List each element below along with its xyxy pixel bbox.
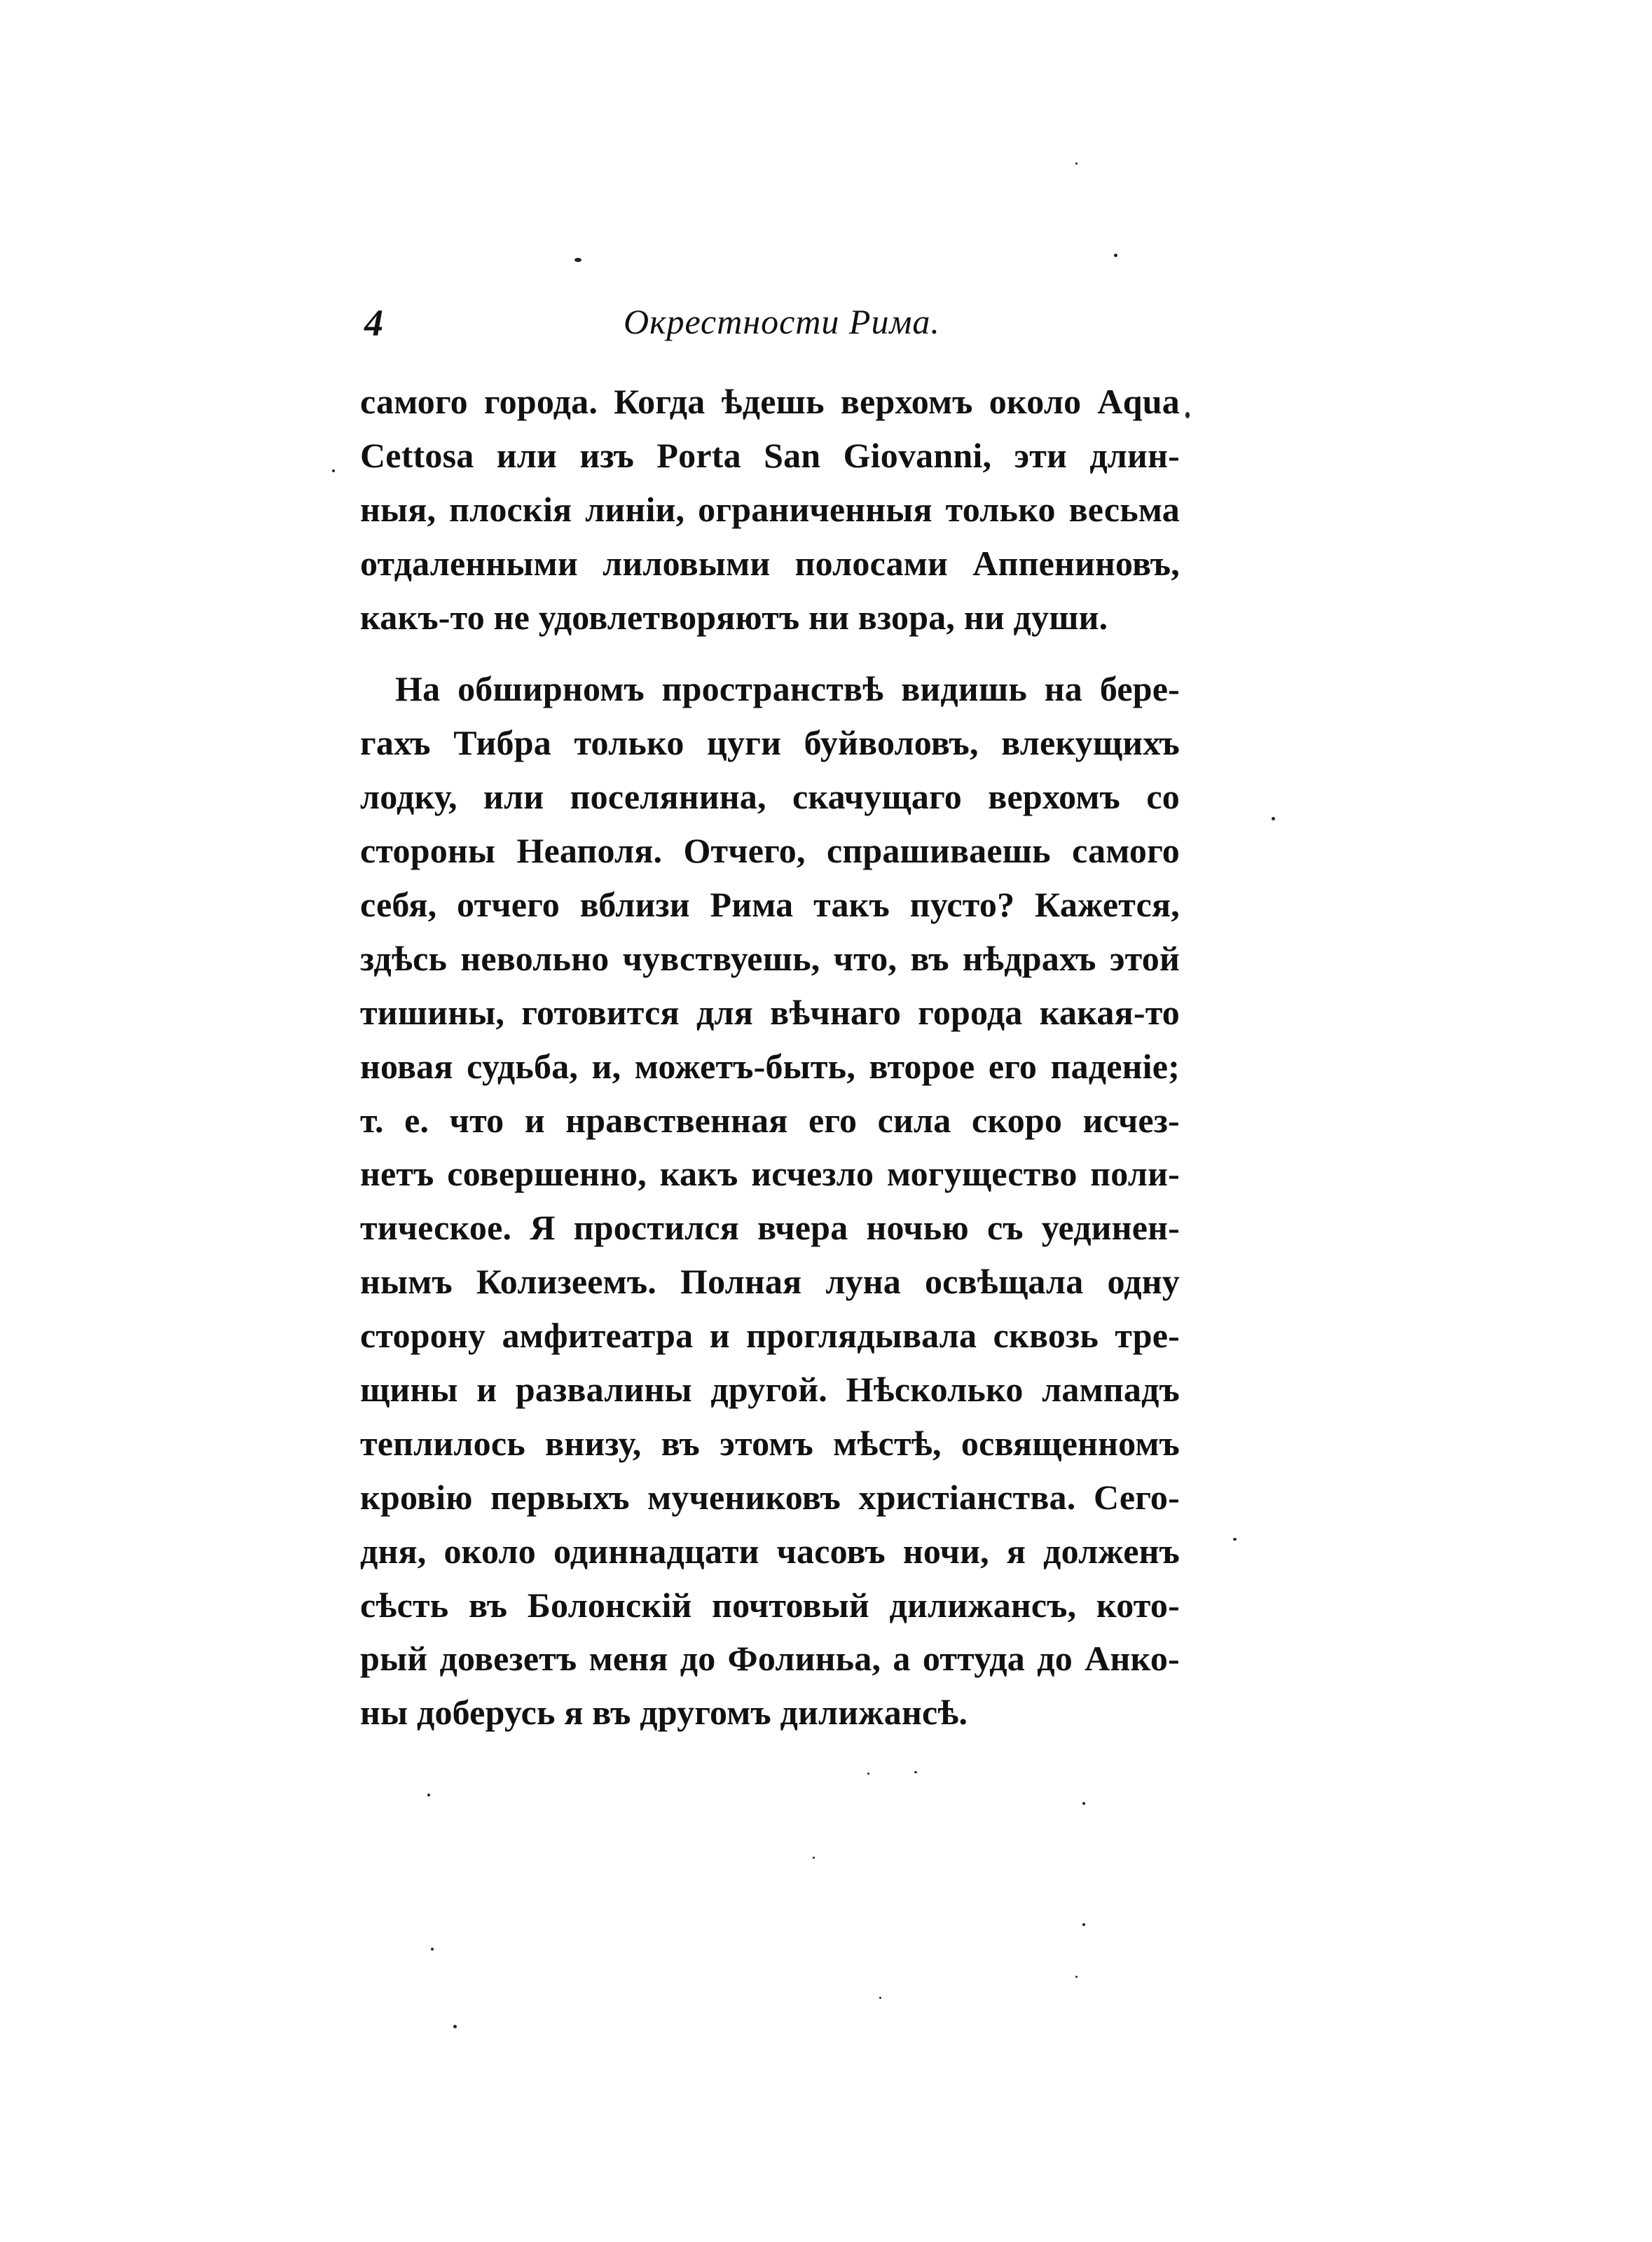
word: верхомъ (988, 777, 1121, 817)
scan-speck (1075, 163, 1078, 165)
scan-speck (1082, 1802, 1085, 1805)
word: дилижансъ, (889, 1585, 1077, 1625)
word: самого (1072, 831, 1180, 871)
word: цуги (707, 723, 782, 763)
word: тишины, (360, 992, 505, 1032)
scan-speck (1233, 1538, 1237, 1541)
scan-speck (332, 469, 335, 472)
word: мѣстѣ, (833, 1423, 942, 1463)
word: вѣчнаго (770, 992, 902, 1032)
word: Фолиньа, (727, 1639, 881, 1679)
word: ныя, (360, 489, 436, 529)
word: сѣсть (360, 1585, 449, 1625)
word: самого (360, 382, 468, 421)
text-line (360, 375, 1180, 429)
word: и (524, 1100, 545, 1140)
word: дня, (360, 1531, 427, 1571)
word: что, (833, 938, 897, 978)
word: освященномъ (961, 1423, 1180, 1463)
paragraph-1 (360, 375, 1180, 644)
text-line (360, 483, 1180, 537)
text-line (360, 1579, 1180, 1632)
word: ѣдешь (721, 382, 825, 421)
word: отдаленными (360, 543, 578, 583)
word: Болонскій (527, 1585, 692, 1625)
word: нетъ (360, 1154, 434, 1194)
text-line: ны доберусь я въ другомъ дилижансѣ. (360, 1693, 968, 1733)
word: почтовый (712, 1585, 869, 1625)
word: скоро (971, 1100, 1063, 1140)
word: освѣщала (924, 1262, 1084, 1302)
word: только (945, 489, 1056, 529)
scan-speck (813, 1857, 815, 1859)
word: другой. (710, 1370, 827, 1410)
word: лиловыми (603, 543, 771, 583)
text-line (360, 932, 1180, 986)
word: бере- (1099, 669, 1180, 709)
word: проглядывала (746, 1316, 977, 1356)
word: что (449, 1100, 504, 1140)
word: пусто? (909, 885, 1015, 925)
word: со (1146, 777, 1180, 817)
word: какъ (659, 1154, 738, 1194)
word: исчезло (751, 1154, 874, 1194)
text-line (360, 716, 1180, 770)
word: могущество (887, 1154, 1078, 1194)
text-line (360, 537, 1180, 591)
word: Рима (710, 885, 794, 925)
word: весьма (1068, 489, 1180, 529)
word: для (696, 992, 753, 1032)
scan-speck (1114, 254, 1117, 257)
word: первыхъ (490, 1477, 630, 1517)
word: е. (404, 1100, 429, 1140)
word: себя, (360, 885, 437, 925)
word: готовится (521, 992, 680, 1032)
paragraph-gap (360, 644, 1180, 662)
word: теплилось (360, 1423, 525, 1463)
word: эти (1014, 435, 1068, 475)
word: луна (825, 1262, 901, 1302)
word: буйволовъ, (804, 723, 979, 763)
word: съ (986, 1208, 1024, 1248)
word: Кажется, (1035, 885, 1180, 925)
word: Когда (614, 382, 705, 421)
word: щины (360, 1370, 458, 1410)
word: San (764, 435, 821, 475)
word: вблизи (579, 885, 690, 925)
text-line: какъ-то не удовлетворяютъ ни взора, ни души. (360, 597, 1108, 637)
text-line (360, 1525, 1180, 1579)
word: въ (468, 1585, 508, 1625)
word: здѣсь (360, 938, 448, 978)
word: амфитеатра (502, 1316, 694, 1356)
word: лодку, (360, 777, 457, 817)
word: влекущихъ (1001, 723, 1180, 763)
word: Нѣсколько (846, 1370, 1024, 1410)
word: и (709, 1316, 730, 1356)
word: меня (588, 1639, 668, 1679)
word: Aqua (1097, 382, 1180, 421)
word: въ (661, 1423, 700, 1463)
word: простился (573, 1208, 739, 1248)
word: или (496, 435, 558, 475)
text-line (360, 1201, 1180, 1255)
word: рый (360, 1639, 428, 1679)
word: гахъ (360, 723, 431, 763)
text-line (360, 878, 1180, 932)
word: стороны (360, 831, 496, 871)
word: такъ (813, 885, 890, 925)
word: около (443, 1531, 536, 1571)
word: города. (484, 382, 598, 421)
word: Отчего, (683, 831, 806, 871)
word: Сего- (1093, 1477, 1180, 1517)
text-line (360, 1147, 1180, 1201)
scan-speck (1185, 412, 1190, 418)
word: Тибра (453, 723, 551, 763)
word: вчера (757, 1208, 848, 1248)
scan-speck (431, 1948, 434, 1951)
page-number: 4 (364, 302, 383, 344)
word: невольно (460, 938, 610, 978)
scan-speck (1075, 1976, 1078, 1978)
scan-speck (574, 258, 581, 262)
text-line (360, 1471, 1180, 1525)
scan-speck (427, 1794, 430, 1796)
word: нравственная (565, 1100, 788, 1140)
word: внизу, (545, 1423, 642, 1463)
word: поселянина, (570, 777, 766, 817)
word: спрашиваешь (826, 831, 1051, 871)
word: Я (530, 1208, 556, 1248)
word: судьба, (467, 1046, 579, 1086)
word: можетъ-быть, (634, 1046, 856, 1086)
word: Cettosa (360, 435, 474, 475)
paragraph-2 (360, 662, 1180, 1740)
text-line (360, 986, 1180, 1040)
word: верхомъ (840, 382, 973, 421)
word: его (988, 1046, 1038, 1086)
word: обширномъ (457, 669, 645, 709)
word: линіи, (585, 489, 685, 529)
word: какая-то (1039, 992, 1180, 1032)
word: Porta (656, 435, 741, 475)
word: оттуда (922, 1639, 1025, 1679)
body-text (360, 375, 1180, 1740)
word: мучениковъ (647, 1477, 841, 1517)
word: развалины (515, 1370, 692, 1410)
word: долженъ (1043, 1531, 1180, 1571)
word: довезетъ (439, 1639, 577, 1679)
text-line (360, 1363, 1180, 1417)
word: чувствуешь, (622, 938, 820, 978)
word: одиннадцати (553, 1531, 759, 1571)
word: На (395, 669, 441, 709)
word: кровію (360, 1477, 473, 1517)
word: нымъ (360, 1262, 453, 1302)
word: а (893, 1639, 911, 1679)
word: исчез- (1082, 1100, 1180, 1140)
word: сквозь (993, 1316, 1099, 1356)
word: до (680, 1639, 716, 1679)
word: Анко- (1085, 1639, 1180, 1679)
word: длин- (1089, 435, 1180, 475)
word: часовъ (776, 1531, 886, 1571)
word: лампадъ (1042, 1370, 1180, 1410)
word: тре- (1115, 1316, 1180, 1356)
scan-speck (1082, 1923, 1085, 1926)
text-line (360, 1309, 1180, 1363)
word: ночью (866, 1208, 969, 1248)
word: его (808, 1100, 858, 1140)
text-line (360, 1417, 1180, 1471)
word: Неаполя. (516, 831, 663, 871)
text-line (360, 1632, 1180, 1686)
word: изъ (579, 435, 635, 475)
word: поли- (1090, 1154, 1180, 1194)
word: скачущаго (792, 777, 962, 817)
word: и, (591, 1046, 621, 1086)
word: новая (360, 1046, 453, 1086)
word: пространствѣ (661, 669, 884, 709)
text-line (360, 429, 1180, 483)
word: полосами (794, 543, 949, 583)
scan-speck (914, 1771, 917, 1773)
word: христіанства. (858, 1477, 1076, 1517)
word: этой (1109, 938, 1180, 978)
word: ограниченныя (698, 489, 932, 529)
word: въ (910, 938, 949, 978)
word: кото- (1096, 1585, 1180, 1625)
text-line (360, 1255, 1180, 1309)
word: ночи, (902, 1531, 989, 1571)
word: Giovanni, (843, 435, 992, 475)
word: Аппениновъ, (972, 543, 1180, 583)
word: нѣдрахъ (963, 938, 1096, 978)
scan-speck (453, 2025, 457, 2028)
word: и (476, 1370, 497, 1410)
word: я (1006, 1531, 1026, 1571)
word: около (989, 382, 1082, 421)
text-line (360, 1094, 1180, 1148)
word: только (574, 723, 684, 763)
word: до (1037, 1639, 1073, 1679)
word: на (1044, 669, 1082, 709)
text-line (360, 1040, 1180, 1094)
text-line (360, 662, 1180, 716)
word: тическое. (360, 1208, 512, 1248)
word: паденіе; (1050, 1046, 1180, 1086)
word: одну (1107, 1262, 1180, 1302)
word: сторону (360, 1316, 486, 1356)
word: отчего (457, 885, 560, 925)
word: т. (360, 1100, 384, 1140)
word: совершенно, (447, 1154, 647, 1194)
word: плоскія (449, 489, 572, 529)
word: или (483, 777, 544, 817)
word: видишь (901, 669, 1027, 709)
word: сила (877, 1100, 951, 1140)
scan-speck (1272, 817, 1275, 820)
word: этомъ (720, 1423, 813, 1463)
scan-speck (879, 1997, 881, 1999)
word: уединен- (1041, 1208, 1180, 1248)
word: второе (869, 1046, 975, 1086)
running-title: Окрестности Рима. (624, 302, 940, 341)
word: Полная (680, 1262, 802, 1302)
word: Колизеемъ. (476, 1262, 656, 1302)
word: города (918, 992, 1023, 1032)
text-line (360, 824, 1180, 878)
scan-speck (867, 1773, 869, 1775)
running-head (357, 301, 1184, 357)
text-line (360, 770, 1180, 824)
